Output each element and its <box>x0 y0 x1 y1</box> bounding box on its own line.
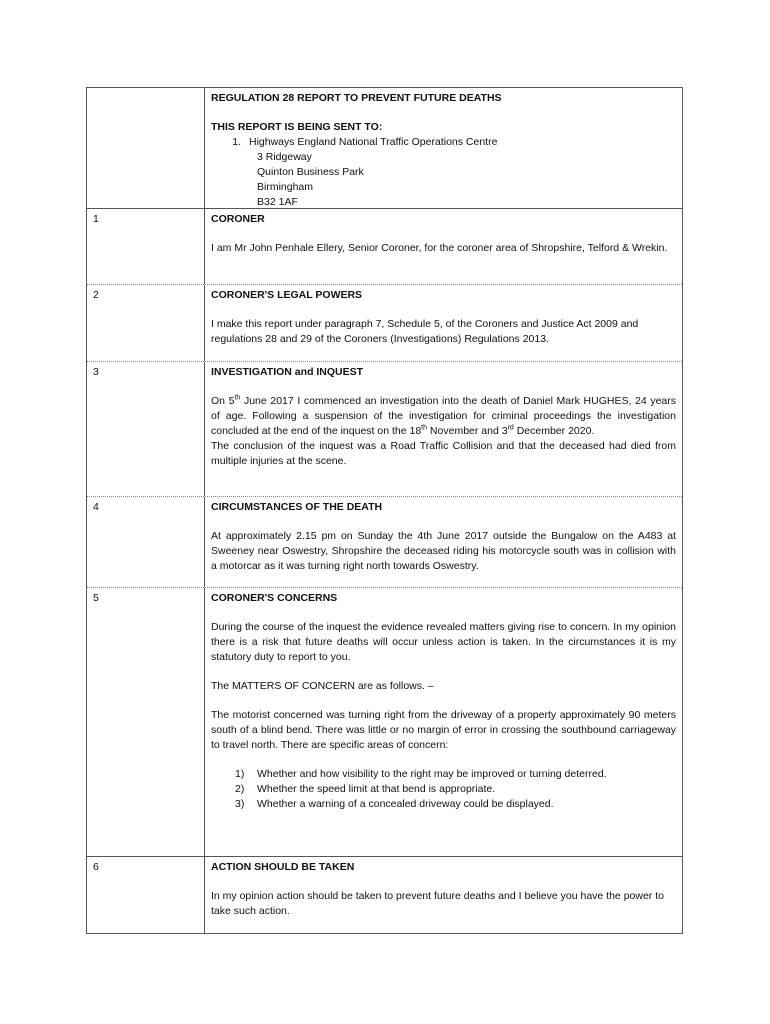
section-content <box>205 588 682 856</box>
matters-of-concern-label: The MATTERS OF CONCERN are as follows. – <box>211 680 434 692</box>
section-heading: CORONER'S CONCERNS <box>211 592 338 604</box>
section-text: At approximately 2.15 pm on Sunday the 4th June 2017 outside the Bungalow on the A483 at Sweeney near Oswestry, Shropshire the deceased riding his motorcycle south was in collision with a motorcar as it was turning right north towards Oswestry. <box>211 530 676 572</box>
address-line: Quinton Business Park <box>257 166 364 178</box>
address-line: B32 1AF <box>257 196 298 208</box>
concern-list-item: 1) Whether and how visibility to the right may be improved or turning deterred. <box>235 768 607 780</box>
section-row-6 <box>87 857 682 934</box>
report-title: REGULATION 28 REPORT TO PREVENT FUTURE DEATHS <box>211 92 502 104</box>
concerns-intro: During the course of the inquest the evidence revealed matters giving rise to concern. In my opinion there is a risk that future deaths will occur unless action is taken. In the circumstances it is my statutory duty to report to you. <box>211 621 676 663</box>
section-text: I am Mr John Penhale Ellery, Senior Coroner, for the coroner area of Shropshire, Telford & Wrekin. <box>211 242 668 254</box>
section-content <box>205 362 682 496</box>
concern-description: The motorist concerned was turning right from the driveway of a property approximately 90 meters south of a blind bend. There was little or no margin of error in crossing the southbound carriageway to travel north. There are specific areas of concern: <box>211 709 676 751</box>
section-row-4 <box>87 497 682 588</box>
header-number-cell <box>87 88 205 208</box>
section-number: 2 <box>87 285 205 361</box>
address-line: 3 Ridgeway <box>257 151 312 163</box>
investigation-paragraph: On 5th June 2017 I commenced an investigation into the death of Daniel Mark HUGHES, 24 years of age. Following a suspension of the investigation for criminal proceedings the investigation concluded at the end of the inquest on the 18th November and 3rd December 2020. <box>211 394 676 437</box>
section-heading: INVESTIGATION and INQUEST <box>211 366 364 378</box>
recipient-name: Highways England National Traffic Operations Centre <box>249 136 498 148</box>
header-content-cell <box>205 88 682 208</box>
section-row-2 <box>87 285 682 362</box>
concern-list-item: 3) Whether a warning of a concealed driveway could be displayed. <box>235 798 554 810</box>
section-number: 6 <box>87 857 205 933</box>
section-number: 5 <box>87 588 205 856</box>
section-heading: CORONER <box>211 213 265 225</box>
section-heading: CORONER'S LEGAL POWERS <box>211 289 363 301</box>
recipient-number: 1. <box>232 136 241 148</box>
section-row-3 <box>87 362 682 497</box>
section-number: 4 <box>87 497 205 587</box>
section-content <box>205 285 682 361</box>
section-content <box>205 209 682 284</box>
section-content <box>205 857 682 933</box>
concern-list-item: 2) Whether the speed limit at that bend is appropriate. <box>235 783 496 795</box>
recipient-line <box>211 135 676 150</box>
section-heading: ACTION SHOULD BE TAKEN <box>211 861 355 873</box>
header-row <box>87 88 682 209</box>
section-row-1 <box>87 209 682 285</box>
section-number: 1 <box>87 209 205 284</box>
section-text: I make this report under paragraph 7, Schedule 5, of the Coroners and Justice Act 2009 and regulations 28 and 29 of the Coroners (Investigations) Regulations 2013. <box>211 318 639 345</box>
conclusion-paragraph: The conclusion of the inquest was a Road Traffic Collision and that the deceased had died from multiple injuries at the scene. <box>211 440 676 467</box>
report-table <box>86 87 683 934</box>
section-row-5 <box>87 588 682 857</box>
address-line: Birmingham <box>257 181 314 193</box>
sent-to-label: THIS REPORT IS BEING SENT TO: <box>211 121 383 133</box>
section-content <box>205 497 682 587</box>
section-heading: CIRCUMSTANCES OF THE DEATH <box>211 501 383 513</box>
section-text: In my opinion action should be taken to prevent future deaths and I believe you have the power to take such action. <box>211 890 664 917</box>
section-number: 3 <box>87 362 205 496</box>
